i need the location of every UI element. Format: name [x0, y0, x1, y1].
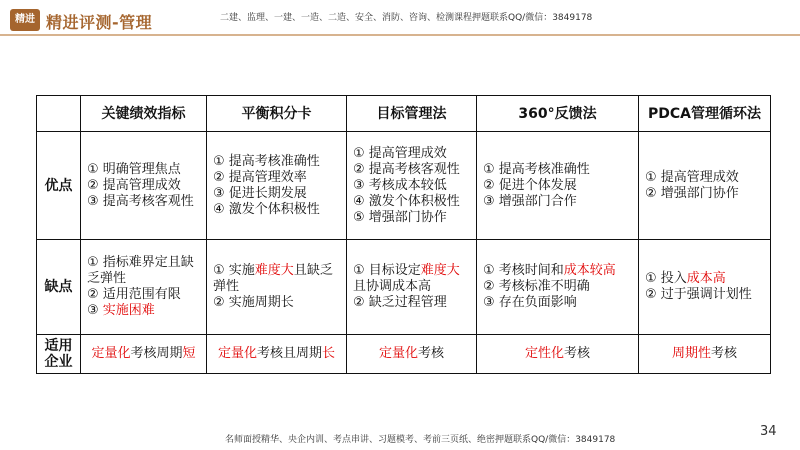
fit-cell-mbo [347, 335, 477, 374]
highlight-text: 周期性 [671, 346, 711, 361]
col-header-bsc: 平衡积分卡 [207, 96, 347, 132]
top-contact-notice: 二建、监理、一建、一造、二造、安全、消防、咨询、检测课程押题联系QQ/微信：3849178 [220, 13, 593, 23]
list-item: ② 提高管理成效 [87, 177, 181, 193]
list-item: ③ 存在负面影响 [483, 295, 577, 310]
item-text: ① 目标设定 [353, 263, 421, 278]
highlight-text: 难度大 [254, 263, 294, 278]
highlight-text: 成本较高 [563, 263, 616, 278]
dis-cell-pdca [639, 240, 771, 335]
item-prefix: ③ [87, 303, 103, 318]
highlight-text: 难度大 [420, 263, 460, 278]
brand-logo: 精进 [10, 9, 40, 31]
adv-cell-360 [477, 132, 639, 240]
list-item [87, 303, 200, 319]
list-item: ③ 促进长期发展 [213, 185, 307, 201]
list-item: ② 增强部门协作 [645, 185, 739, 201]
list-item [645, 271, 764, 287]
highlight-text: 实施困难 [102, 303, 155, 318]
list-item: ③ 增强部门合作 [483, 193, 577, 209]
list-item: ① 指标难界定且缺乏弹性 [87, 255, 194, 286]
highlight-text: 定量化 [378, 346, 418, 361]
list-item: ② 过于强调计划性 [645, 287, 752, 302]
item-text: 且缺乏弹性 [213, 263, 333, 294]
top-bar [0, 0, 800, 34]
cell-text: 考核且周期 [256, 346, 322, 361]
fit-label: 适用企业 [37, 335, 81, 374]
list-item: ① 提高管理成效 [645, 169, 739, 185]
advantages-row [37, 132, 771, 240]
cell-text: 考核 [418, 346, 445, 361]
disadvantages-row [37, 240, 771, 335]
advantages-label: 优点 [37, 132, 81, 240]
header-divider [0, 34, 800, 36]
highlight-text: 成本高 [686, 271, 726, 286]
item-text: ① 投入 [645, 271, 687, 286]
dis-cell-kpi [81, 240, 207, 335]
list-item: ② 缺乏过程管理 [353, 295, 447, 310]
bottom-contact-notice: 名师面授精华、央企内训、考点串讲、习题模考、考前三页纸、绝密押题联系QQ/微信：3849178 [225, 435, 616, 445]
fit-cell-pdca [639, 335, 771, 374]
disadvantages-label: 缺点 [37, 240, 81, 335]
comparison-table-wrap [36, 95, 770, 372]
list-item: ③ 考核成本较低 [353, 177, 447, 193]
adv-cell-pdca [639, 132, 771, 240]
fit-cell-360 [477, 335, 639, 374]
brand-title: 精进评测-管理 [46, 13, 153, 32]
col-header-360: 360°反馈法 [477, 96, 639, 132]
item-text: ① 考核时间和 [483, 263, 564, 278]
col-header-mbo: 目标管理法 [347, 96, 477, 132]
fit-row [37, 335, 771, 374]
adv-cell-bsc [207, 132, 347, 240]
fit-cell-bsc [207, 335, 347, 374]
adv-cell-mbo [347, 132, 477, 240]
col-header-pdca: PDCA管理循环法 [639, 96, 771, 132]
dis-cell-360 [477, 240, 639, 335]
list-item: ② 适用范围有限 [87, 287, 181, 302]
page-number: 34 [760, 424, 777, 439]
list-item [353, 263, 470, 295]
list-item: ③ 提高考核客观性 [87, 193, 194, 209]
list-item: ⑤ 增强部门协作 [353, 209, 447, 225]
cell-text: 考核 [711, 346, 738, 361]
cell-text: 考核周期 [130, 346, 183, 361]
list-item: ② 提高管理效率 [213, 169, 307, 185]
list-item: ② 实施周期长 [213, 295, 294, 310]
highlight-text: 短 [182, 346, 196, 361]
list-item [213, 263, 340, 295]
list-item: ② 提高考核客观性 [353, 161, 460, 177]
dis-cell-bsc [207, 240, 347, 335]
highlight-text: 定性化 [524, 346, 564, 361]
item-text: ① 实施 [213, 263, 255, 278]
list-item: ① 提高管理成效 [353, 145, 447, 161]
list-item: ④ 激发个体积极性 [353, 193, 460, 209]
dis-cell-mbo [347, 240, 477, 335]
list-item: ① 提高考核准确性 [483, 161, 590, 177]
cell-text: 考核 [564, 346, 591, 361]
adv-cell-kpi [81, 132, 207, 240]
col-header-kpi: 关键绩效指标 [81, 96, 207, 132]
list-item: ② 考核标准不明确 [483, 279, 590, 294]
header-row [37, 96, 771, 132]
list-item: ④ 激发个体积极性 [213, 201, 320, 217]
list-item: ① 提高考核准确性 [213, 153, 320, 169]
highlight-text: 长 [322, 346, 336, 361]
highlight-text: 定量化 [91, 346, 131, 361]
list-item [483, 263, 632, 279]
comparison-table [36, 95, 771, 374]
item-text: 且协调成本高 [353, 279, 432, 294]
fit-cell-kpi [81, 335, 207, 374]
list-item: ① 明确管理焦点 [87, 161, 181, 177]
corner-cell [37, 96, 81, 132]
list-item: ② 促进个体发展 [483, 177, 577, 193]
highlight-text: 定量化 [217, 346, 257, 361]
